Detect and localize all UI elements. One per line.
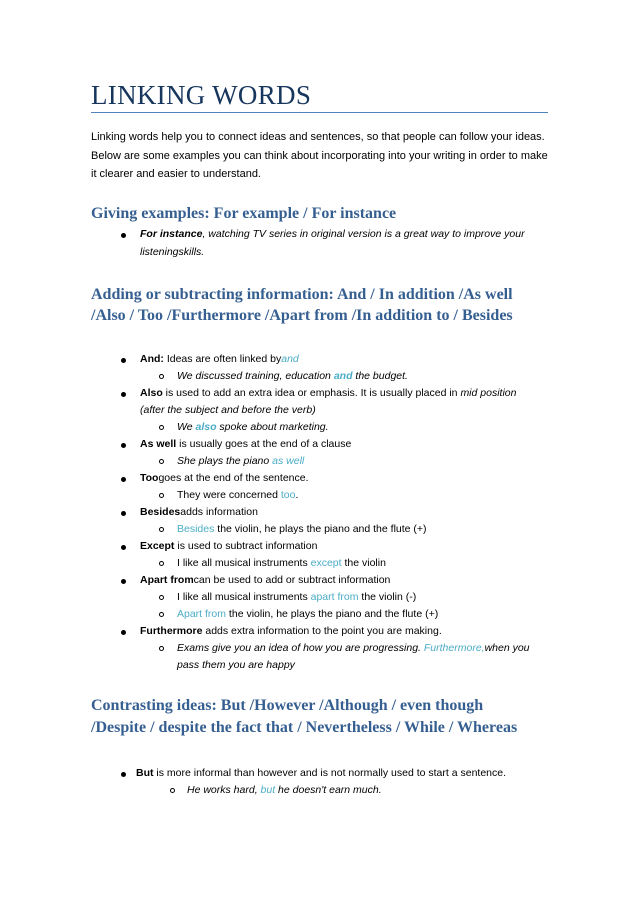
example-text: spoke about marketing. <box>216 421 329 433</box>
term-furthermore: Furthermore <box>140 625 203 637</box>
example-text: She plays the piano <box>177 455 273 467</box>
example-text: We <box>177 421 196 433</box>
bullet-dot <box>121 443 126 448</box>
giving-item-text: , watching TV series in original version is a great way to improve your <box>202 228 525 240</box>
heading-adding-line-1: Adding or subtracting information: And / In addition /As well <box>91 286 513 303</box>
item-furthermore-text: adds extra information to the point you are making. <box>202 625 442 637</box>
sub-bullet-circle <box>159 561 164 566</box>
sub-bullet-circle <box>159 527 164 532</box>
term-too: Too <box>140 472 159 484</box>
example-text: We discussed training, education <box>177 370 334 382</box>
giving-item-line-1 <box>140 228 525 241</box>
sub-bullet-circle <box>159 612 164 617</box>
sub-bullet-circle <box>159 425 164 430</box>
accent-word: Furthermore, <box>423 642 485 654</box>
giving-item-line-2: listeningskills. <box>140 246 205 258</box>
example-and <box>177 370 408 383</box>
term-also: Also <box>140 387 163 399</box>
item-also-line-2: (after the subject and before the verb) <box>140 404 316 416</box>
accent-word: except <box>310 557 342 569</box>
heading-giving-examples: Giving examples: For example / For instance <box>91 205 397 222</box>
bullet-dot <box>121 579 126 584</box>
bullet-dot <box>121 477 126 482</box>
item-apart-from-text: can be used to add or subtract information <box>193 574 391 586</box>
item-and-text: Ideas are often linked by <box>163 353 282 365</box>
example-text: when you <box>484 642 530 654</box>
bullet-dot <box>121 358 126 363</box>
accent-word: apart from <box>310 591 359 603</box>
sub-bullet-circle <box>159 493 164 498</box>
example-text: I like all musical instruments <box>177 557 311 569</box>
accent-word: and <box>333 370 353 382</box>
bullet-dot <box>121 233 126 238</box>
item-except-text: is used to subtract information <box>174 540 318 552</box>
example-but <box>187 784 382 797</box>
term-as-well: As well <box>140 438 177 450</box>
title-divider <box>91 112 548 113</box>
page-title: LINKING WORDS <box>91 80 312 110</box>
accent-word: too <box>280 489 296 501</box>
intro-line-2: Below are some examples you can think about incorporating into your writing in order to make <box>91 150 548 162</box>
term-besides: Besides <box>140 506 181 518</box>
sub-bullet-circle <box>159 459 164 464</box>
example-apart-from-2 <box>177 608 438 621</box>
bullet-dot <box>121 511 126 516</box>
item-besides <box>140 506 258 519</box>
example-text: . <box>295 489 299 501</box>
item-also-italic: mid position <box>460 387 517 399</box>
example-text: I like all musical instruments <box>177 591 311 603</box>
term-and: And: <box>140 353 164 365</box>
term-but: But <box>136 767 154 779</box>
item-and <box>140 353 299 366</box>
sub-bullet-circle <box>159 374 164 379</box>
item-furthermore <box>140 625 442 638</box>
example-furthermore-line-2: pass them you are happy <box>177 659 295 671</box>
example-text: the budget. <box>352 370 408 382</box>
example-text: the violin, he plays the piano and the flute (+) <box>214 523 427 535</box>
sub-bullet-circle <box>159 595 164 600</box>
term-apart-from: Apart from <box>140 574 194 586</box>
term-except: Except <box>140 540 175 552</box>
item-besides-text: adds information <box>180 506 258 518</box>
item-too-text: goes at the end of the sentence. <box>158 472 309 484</box>
example-text: Exams give you an idea of how you are progressing. <box>177 642 424 654</box>
bullet-dot <box>121 772 126 777</box>
example-text: He works hard, <box>187 784 261 796</box>
example-text: the violin <box>341 557 386 569</box>
accent-word: as well <box>272 455 305 467</box>
example-also <box>177 421 329 434</box>
item-also-text: is used to add an extra idea or emphasis. It is usually placed in <box>162 387 461 399</box>
item-too <box>140 472 309 485</box>
example-text: the violin (-) <box>358 591 417 603</box>
example-besides <box>177 523 427 536</box>
item-but-text: is more informal than however and is not normally used to start a sentence. <box>153 767 507 779</box>
example-too <box>177 489 298 502</box>
accent-word: Besides <box>177 523 215 535</box>
term-for-instance: For instance <box>140 228 203 240</box>
example-text: he doesn't earn much. <box>275 784 382 796</box>
example-as-well <box>177 455 304 468</box>
example-text: They were concerned <box>177 489 281 501</box>
item-as-well-text: is usually goes at the end of a clause <box>176 438 352 450</box>
accent-word: and <box>281 353 299 365</box>
bullet-dot <box>121 545 126 550</box>
example-furthermore <box>177 642 530 655</box>
item-but <box>136 767 506 780</box>
intro-line-3: it clearer and easier to understand. <box>91 168 261 180</box>
item-as-well <box>140 438 351 451</box>
example-text: the violin, he plays the piano and the flute (+) <box>226 608 439 620</box>
item-except <box>140 540 317 553</box>
sub-bullet-circle <box>159 646 164 651</box>
example-apart-from-1 <box>177 591 416 604</box>
sub-bullet-circle <box>170 788 175 793</box>
heading-contrasting-line-2: /Despite / despite the fact that / Nevertheless / While / Whereas <box>91 719 518 736</box>
accent-word: also <box>195 421 217 433</box>
heading-adding-line-2: /Also / Too /Furthermore /Apart from /In addition to / Besides <box>91 307 513 324</box>
example-except <box>177 557 386 570</box>
accent-word: but <box>260 784 276 796</box>
accent-word: Apart from <box>177 608 227 620</box>
heading-contrasting-line-1: Contrasting ideas: But /However /Although / even though <box>91 697 484 714</box>
item-apart-from <box>140 574 390 587</box>
intro-line-1: Linking words help you to connect ideas and sentences, so that people can follow your ideas. <box>91 131 545 143</box>
bullet-dot <box>121 392 126 397</box>
item-also <box>140 387 516 400</box>
bullet-dot <box>121 630 126 635</box>
